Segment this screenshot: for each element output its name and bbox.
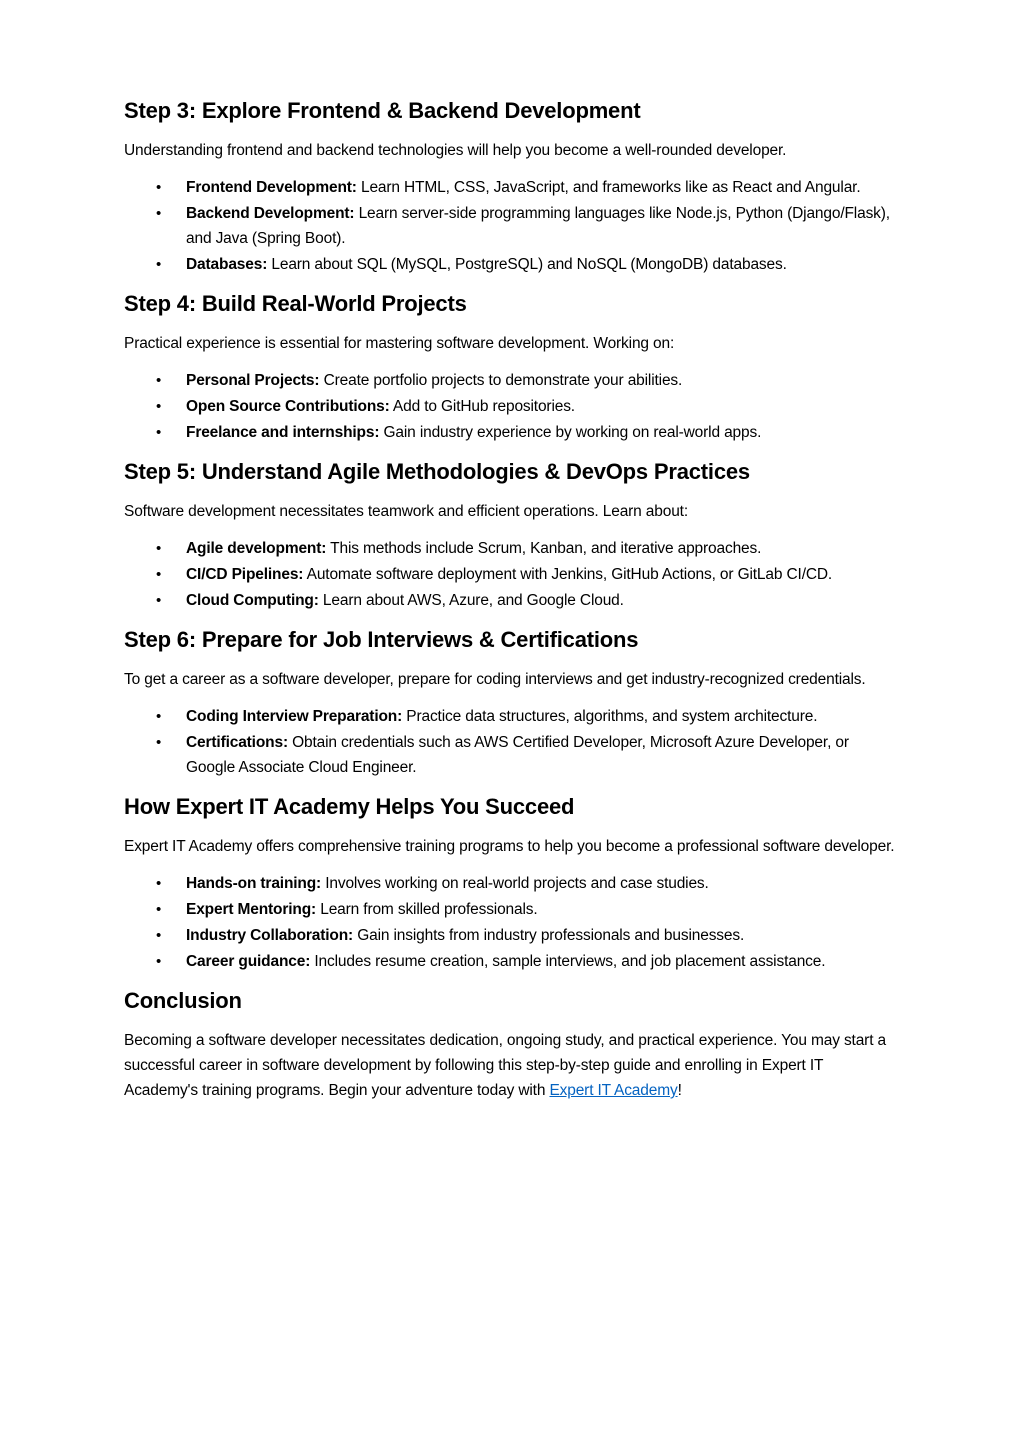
item-term: Freelance and internships: xyxy=(186,424,380,441)
bullet-icon: • xyxy=(156,372,162,389)
item-text: Learn about SQL (MySQL, PostgreSQL) and NoSQL (MongoDB) databases. xyxy=(267,256,787,273)
item-text: Involves working on real-world projects and case studies. xyxy=(321,875,709,892)
bullet-icon: • xyxy=(156,927,162,944)
item-text: Learn about AWS, Azure, and Google Cloud. xyxy=(318,592,624,609)
item-text: Obtain credentials such as AWS Certified Developer, Microsoft Azure Developer, or Google Associate Cloud Engineer. xyxy=(186,734,849,776)
item-term: Coding Interview Preparation: xyxy=(186,708,403,725)
expert-it-academy-link[interactable]: Expert IT Academy xyxy=(549,1082,678,1099)
list-item xyxy=(124,394,899,419)
bullet-list xyxy=(124,871,899,974)
item-term: Certifications: xyxy=(186,734,288,751)
item-term: Agile development: xyxy=(186,540,327,557)
section-step-6 xyxy=(124,625,899,780)
section-intro: Expert IT Academy offers comprehensive training programs to help you become a professional software developer. xyxy=(124,838,895,855)
item-term: Databases: xyxy=(186,256,268,273)
list-item xyxy=(124,368,899,393)
section-heading: Step 6: Prepare for Job Interviews & Certifications xyxy=(124,627,639,652)
item-text: Learn HTML, CSS, JavaScript, and frameworks like as React and Angular. xyxy=(356,179,861,196)
bullet-icon: • xyxy=(156,566,162,583)
item-text: Gain industry experience by working on real-world apps. xyxy=(379,424,762,441)
section-heading: Step 4: Build Real-World Projects xyxy=(124,291,467,316)
item-term: Cloud Computing: xyxy=(186,592,319,609)
list-item xyxy=(124,536,899,561)
conclusion-heading: Conclusion xyxy=(124,988,242,1013)
item-text: This methods include Scrum, Kanban, and iterative approaches. xyxy=(326,540,762,557)
list-item xyxy=(124,897,899,922)
bullet-icon: • xyxy=(156,540,162,557)
list-item xyxy=(124,704,899,729)
bullet-icon: • xyxy=(156,734,162,751)
bullet-list xyxy=(124,175,899,277)
item-text: Automate software deployment with Jenkins, GitHub Actions, or GitLab CI/CD. xyxy=(303,566,833,583)
section-expert-it-academy xyxy=(124,792,899,974)
section-intro: Understanding frontend and backend technologies will help you become a well-rounded developer. xyxy=(124,142,787,159)
bullet-icon: • xyxy=(156,708,162,725)
item-term: Career guidance: xyxy=(186,953,311,970)
bullet-icon: • xyxy=(156,424,162,441)
item-term: Frontend Development: xyxy=(186,179,357,196)
section-conclusion xyxy=(124,986,899,1103)
bullet-icon: • xyxy=(156,901,162,918)
list-item xyxy=(124,923,899,948)
item-text: Add to GitHub repositories. xyxy=(389,398,575,415)
item-term: Backend Development: xyxy=(186,205,355,222)
bullet-icon: • xyxy=(156,256,162,273)
conclusion-paragraph xyxy=(124,1028,899,1103)
item-term: CI/CD Pipelines: xyxy=(186,566,304,583)
bullet-icon: • xyxy=(156,179,162,196)
section-heading: How Expert IT Academy Helps You Succeed xyxy=(124,794,575,819)
section-step-3 xyxy=(124,96,899,277)
item-text: Includes resume creation, sample interviews, and job placement assistance. xyxy=(310,953,826,970)
bullet-icon: • xyxy=(156,398,162,415)
section-heading: Step 3: Explore Frontend & Backend Development xyxy=(124,98,641,123)
item-text: Practice data structures, algorithms, and system architecture. xyxy=(402,708,818,725)
list-item xyxy=(124,562,899,587)
list-item xyxy=(124,949,899,974)
list-item xyxy=(124,252,899,277)
item-text: Gain insights from industry professionals and businesses. xyxy=(353,927,745,944)
section-intro: Practical experience is essential for mastering software development. Working on: xyxy=(124,335,675,352)
item-term: Expert Mentoring: xyxy=(186,901,317,918)
bullet-list xyxy=(124,368,899,445)
section-step-4 xyxy=(124,289,899,445)
section-step-5 xyxy=(124,457,899,613)
section-intro: Software development necessitates teamwork and efficient operations. Learn about: xyxy=(124,503,688,520)
item-text: Learn server-side programming languages like Node.js, Python (Django/Flask), and Java (Spring Boot). xyxy=(186,205,890,247)
bullet-list xyxy=(124,536,899,613)
list-item xyxy=(124,588,899,613)
conclusion-text: Becoming a software developer necessitates dedication, ongoing study, and practical experience. You may start a successful career in software development by following this step-by-step guide and enrolling in Expert IT Academy's training programs. Begin your adventure today with xyxy=(124,1032,886,1099)
item-text: Create portfolio projects to demonstrate your abilities. xyxy=(319,372,683,389)
bullet-icon: • xyxy=(156,875,162,892)
bullet-icon: • xyxy=(156,205,162,222)
list-item xyxy=(124,730,899,780)
bullet-list xyxy=(124,704,899,780)
item-term: Personal Projects: xyxy=(186,372,320,389)
section-intro: To get a career as a software developer, prepare for coding interviews and get industry-recognized credentials. xyxy=(124,671,866,688)
item-term: Industry Collaboration: xyxy=(186,927,354,944)
list-item xyxy=(124,871,899,896)
list-item xyxy=(124,201,899,251)
list-item xyxy=(124,175,899,200)
list-item xyxy=(124,420,899,445)
bullet-icon: • xyxy=(156,592,162,609)
document-content xyxy=(124,96,899,1103)
section-heading: Step 5: Understand Agile Methodologies & DevOps Practices xyxy=(124,459,750,484)
bullet-icon: • xyxy=(156,953,162,970)
item-term: Hands-on training: xyxy=(186,875,322,892)
item-term: Open Source Contributions: xyxy=(186,398,390,415)
item-text: Learn from skilled professionals. xyxy=(316,901,538,918)
conclusion-after-link: ! xyxy=(677,1082,682,1099)
